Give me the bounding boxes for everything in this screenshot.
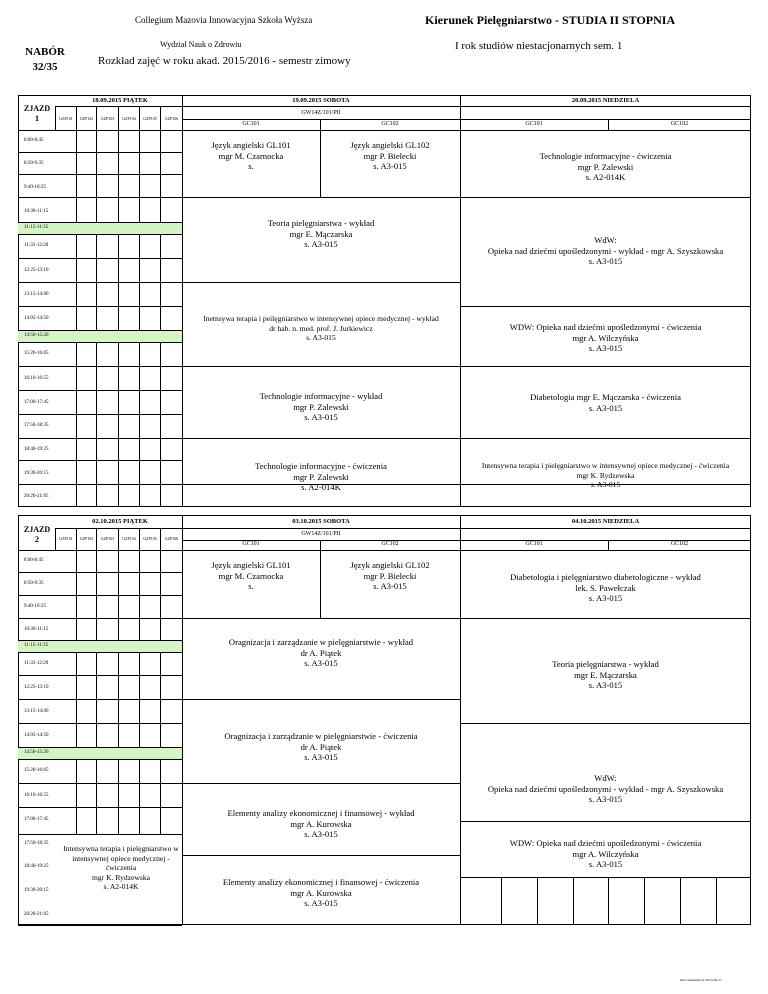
time-slot: 8:50-9:35 (24, 161, 44, 166)
time-slot: 14:05-14:50 (24, 316, 49, 321)
class-entry: Diabetologia i pielęgniarstwo diabetologiczne - wykład lek. S. Pawełczak s. A3-015 (510, 572, 701, 604)
class-entry: Elementy analizy ekonomicznej i finansowej - ćwiczenia mgr A. Kurowska s. A3-015 (222, 877, 420, 909)
class-entry: Teoria pielęgniarstwa - wykład mgr E. Mączarska s. A3-015 (267, 218, 375, 250)
time-slot: 14:50-15:20 (24, 750, 49, 755)
friday-group: GZP102 (79, 536, 94, 541)
time-slot: 17:00-17:45 (24, 817, 49, 822)
zjazd-number: 1 (35, 114, 39, 123)
friday-group: GZP104 (122, 116, 136, 121)
time-slot: 12:25-13:10 (24, 685, 49, 690)
time-slot: 9:40-10:25 (24, 604, 46, 609)
time-slot: 17:00-17:45 (24, 400, 49, 405)
sunday-date: 20.09.2015 NIEDZIELA (571, 97, 640, 104)
class-entry: Elementy analizy ekonomicznej i finansowej - wykład mgr A. Kurowska s. A3-015 (227, 808, 415, 840)
time-slot: 20:20-21:05 (24, 494, 49, 499)
time-slot: 17:50-18:35 (24, 841, 49, 846)
sat-group: GC102 (381, 541, 399, 547)
class-entry: Intensywna terapia i pielęgniarstwo w intensywnej opiece medycznej - ćwiczenia mgr K. Rydzewska s. A2-014K (63, 844, 179, 892)
friday-group: GZP103 (100, 116, 115, 121)
time-slot: 13:15-14:00 (24, 292, 49, 297)
friday-group: GZP105 (143, 536, 157, 541)
class-entry: Diabetologia mgr E. Mączarska - ćwiczenia s. A3-015 (530, 392, 681, 413)
class-entry: Technologie informacyjne - ćwiczenia mgr P. Zalewski s. A2-014K (539, 151, 672, 183)
time-slot: 17:50-18:35 (24, 423, 49, 428)
update-date: Data aktualizacji: 2015-09-17 (680, 978, 722, 982)
time-slot: 11:35-12:20 (24, 243, 49, 248)
time-slot: 10:30-11:15 (24, 209, 49, 214)
class-entry: Inetnsywa terapia i peilęgniarstwo w intensywnej opiece medycznej - wykład dr hab. n. med. prof. J. Jurkiewicz s. A3-015 (203, 314, 439, 343)
class-entry: WDW: Opieka nad dziećmi upośledzonymi - ćwiczenia mgr A. Wilczyńska s. A3-015 (509, 838, 702, 870)
intake-label: NABÓR (25, 46, 65, 58)
sat-group: GC101 (242, 541, 260, 547)
time-slot: 13:15-14:00 (24, 709, 49, 714)
time-slot: 12:25-13:10 (24, 268, 49, 273)
saturday-date: 03.10.2015 SOBOTA (292, 518, 350, 525)
time-slot: 11:35-12:20 (24, 661, 49, 666)
friday-group: GZP106 (164, 536, 179, 541)
group-code: GW14Z/101/PII (301, 110, 341, 116)
time-slot: 15:20-16:05 (24, 768, 49, 773)
friday-group: GZP103 (100, 536, 115, 541)
friday-group: GZP101 (59, 116, 73, 121)
class-entry: WDW: Opieka nad dziećmi upośledzonymi - ćwiczenia mgr A. Wilczyńska s. A3-015 (509, 322, 702, 354)
time-slot: 15:20-16:05 (24, 351, 49, 356)
class-entry: Język angielski GL101 mgr M. Czarnocka s. (211, 140, 291, 172)
program-title: Kierunek Pielęgniarstwo - STUDIA II STOPNIA (425, 13, 676, 27)
class-entry: WdW: Opieka nad dziećmi upośledzonymi - wykład - mgr A. Szyszkowska s. A3-015 (487, 773, 724, 805)
friday-group: GZP101 (59, 536, 73, 541)
sun-group: GC101 (525, 541, 543, 547)
time-slot: 20:20-21:05 (24, 912, 49, 917)
class-entry: WdW: Opieka nad dziećmi upośledzonymi - wykład - mgr A. Szyszkowska s. A3-015 (487, 235, 724, 267)
class-entry: Intensywna terapia i pielęgniarstwo w intensywnej opiece medycznej - ćwiczenia mgr K. Rydzewska s. A3-015 (481, 461, 730, 490)
sat-group: GC102 (381, 121, 399, 127)
sun-group: GC102 (670, 541, 689, 547)
friday-date: 02.10.2015 PIĄTEK (92, 518, 148, 525)
schedule-title: Rozkład zajęć w roku akad. 2015/2016 - semestr zimowy (98, 55, 351, 67)
time-slot: 19:30-20:15 (24, 471, 49, 476)
time-slot: 14:05-14:50 (24, 733, 49, 738)
friday-group: GZP104 (122, 536, 136, 541)
college-name: Collegium Mazovia Innowacyjna Szkoła Wyższa (135, 15, 313, 25)
time-slot: 8:00-8:45 (24, 138, 44, 143)
saturday-date: 19.09.2015 SOBOTA (292, 97, 350, 104)
friday-date: 18.09.2015 PIĄTEK (92, 97, 148, 104)
zjazd-number: 2 (35, 535, 39, 544)
zjazd-label: ZJAZD (23, 104, 51, 113)
class-entry: Język angielski GL101 mgr M. Czarnocka s. (211, 560, 291, 592)
time-slot: 16:10-16:55 (24, 793, 49, 798)
sun-group: GC101 (525, 121, 543, 127)
class-entry: Technologie informacyjne - ćwiczenia mgr P. Zalewski s. A2-014K (255, 461, 387, 493)
class-entry: Oragnizacja i zarządzanie w pielęgniarstwie - ćwiczenia dr A. Piątek s. A3-015 (224, 731, 418, 763)
class-entry: Język angielski GL102 mgr P. Bielecki s. A3-015 (350, 140, 430, 172)
time-slot: 11:15-11:35 (24, 643, 49, 648)
sunday-date: 04.10.2015 NIEDZIELA (571, 518, 640, 525)
time-slot: 19:30-20:15 (24, 888, 49, 893)
class-entry: Teoria pielęgniarstwa - wykład mgr E. Mączarska s. A3-015 (552, 659, 659, 691)
time-slot: 9:40-10:25 (24, 185, 46, 190)
class-entry: Technologie informacyjne - wykład mgr P. Zalewski s. A3-015 (259, 391, 383, 423)
time-slot: 8:50-9:35 (24, 581, 44, 586)
time-slot: 18:40-19:25 (24, 864, 49, 869)
sat-group: GC101 (242, 121, 260, 127)
time-slot: 16:10-16:55 (24, 376, 49, 381)
class-entry: Oragnizacja i zarządzanie w pielęgniarstwie - wykład dr A. Piątek s. A3-015 (228, 637, 414, 669)
class-entry: Język angielski GL102 mgr P. Bielecki s. A3-015 (350, 560, 430, 592)
friday-group: GZP106 (164, 116, 179, 121)
year-info: I rok studiów niestacjonarnych sem. 1 (455, 40, 623, 52)
group-code: GW14Z/101/PII (301, 531, 341, 537)
intake-code: 32/35 (32, 61, 58, 73)
zjazd-label: ZJAZD (23, 525, 51, 534)
sun-group: GC102 (670, 121, 689, 127)
time-slot: 10:30-11:15 (24, 627, 49, 632)
time-slot: 8:00-8:45 (24, 558, 44, 563)
friday-group: GZP102 (79, 116, 94, 121)
time-slot: 11:15-11:35 (24, 225, 49, 230)
friday-group: GZP105 (143, 116, 157, 121)
time-slot: 18:40-19:25 (24, 447, 49, 452)
time-slot: 14:50-15:20 (24, 333, 49, 338)
faculty-name: Wydział Nauk o Zdrowiu (160, 40, 242, 49)
